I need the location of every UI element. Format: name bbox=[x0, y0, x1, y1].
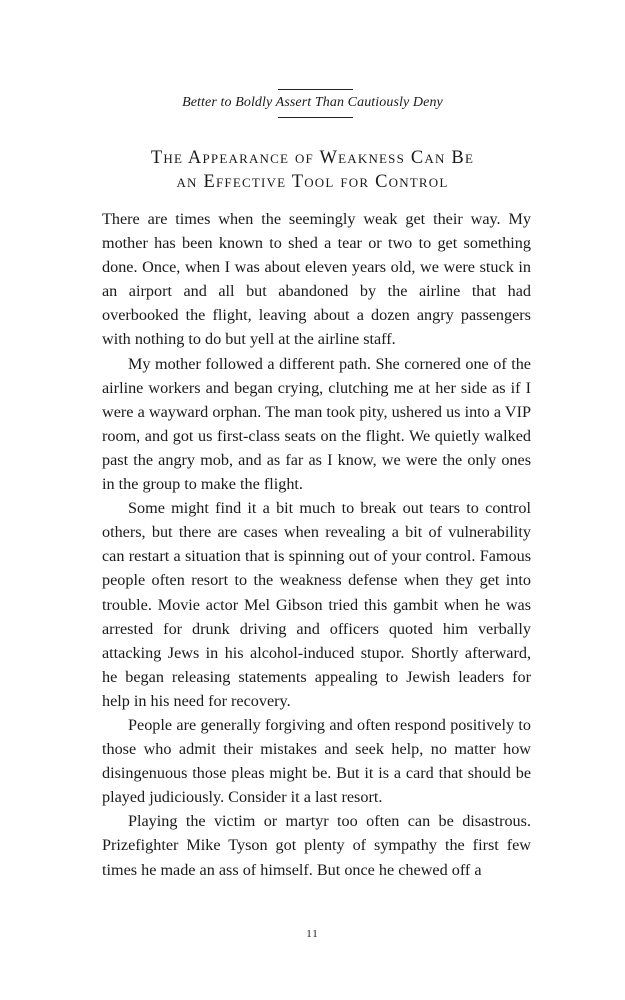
paragraph-4: People are generally forgiving and often respond positively to those who admit their mistakes and seek help, no matter how disingenuous those pleas might be. But it is a card that should be played judiciously. Consider it a last resort. bbox=[102, 715, 531, 807]
page-number: 11 bbox=[306, 928, 319, 940]
paragraph-5: Playing the victim or martyr too often can be disastrous. Prizefighter Mike Tyson got plenty of sympathy the first few times he made an ass of himself. But once he chewed off a bbox=[102, 812, 531, 879]
header-rule-top bbox=[278, 89, 353, 90]
header-rule-bottom bbox=[278, 117, 353, 118]
paragraph-3: Some might find it a bit much to break out tears to control others, but there are cases when revealing a bit of vulnerability can restart a situation that is spinning out of your control. Famous people often resort to the weakness defense when they get into trouble. Movie actor Mel Gibson tried this gambit when he was arrested for drunk driving and officers quoted him verbally attacking Jews in his alcohol-induced stupor. Shortly afterward, he began releasing statements appealing to Jewish leaders for help in his need for recovery. bbox=[102, 499, 531, 710]
body-text bbox=[102, 207, 531, 882]
paragraph-2: My mother followed a different path. She cornered one of the airline workers and began crying, clutching me at her side as if I were a wayward orphan. The man took pity, ushered us into a VIP room, and got us first-class seats on the flight. We quietly walked past the angry mob, and as far as I know, we were the only ones in the group to make the flight. bbox=[102, 354, 531, 494]
running-head: Better to Boldly Assert Than Cautiously Deny bbox=[182, 95, 443, 110]
section-title-line-1: The Appearance of Weakness Can Be bbox=[150, 148, 475, 168]
section-title-line-2: an Effective Tool for Control bbox=[176, 172, 449, 192]
paragraph-1: There are times when the seemingly weak get their way. My mother has been known to shed a tear or two to get something done. Once, when I was about eleven years old, we were stuck in an airport and all but abandoned by the airline that had overbooked the flight, leaving about a dozen angry passengers with nothing to do but yell at the airline staff. bbox=[102, 210, 531, 349]
section-title bbox=[0, 146, 625, 194]
